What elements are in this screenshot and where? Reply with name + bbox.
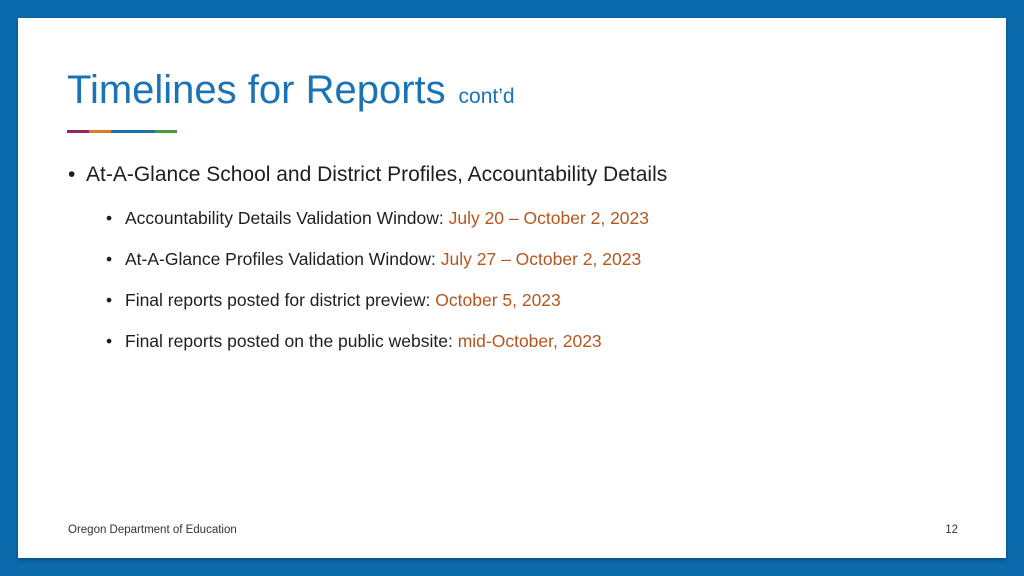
list-item (106, 290, 649, 331)
main-bullet (68, 163, 667, 187)
item-label: At-A-Glance Profiles Validation Window: (125, 249, 441, 269)
item-label: Final reports posted on the public website: (125, 331, 458, 351)
list-item (106, 208, 649, 249)
timeline-list (106, 208, 649, 372)
accent-segment (111, 130, 133, 133)
page-number: 12 (945, 524, 958, 536)
main-bullet-text: At-A-Glance School and District Profiles, Accountability Details (86, 163, 668, 186)
bullet-icon: • (106, 249, 113, 269)
title-accent-bar (67, 130, 177, 133)
item-date: mid-October, 2023 (457, 331, 602, 351)
list-item (106, 249, 649, 290)
title-main: Timelines for Reports (67, 68, 446, 112)
accent-segment (67, 130, 89, 133)
accent-segment (89, 130, 111, 133)
bullet-icon: • (68, 163, 76, 186)
item-date: July 27 – October 2, 2023 (440, 249, 642, 269)
bullet-icon: • (106, 208, 113, 228)
item-label: Final reports posted for district preview: (125, 290, 436, 310)
item-date: October 5, 2023 (435, 290, 561, 310)
title-suffix: cont’d (458, 85, 515, 108)
slide (18, 18, 1006, 558)
slide-title (67, 68, 515, 113)
list-item (106, 331, 649, 372)
item-label: Accountability Details Validation Window: (125, 208, 449, 228)
accent-segment (155, 130, 177, 133)
item-date: July 20 – October 2, 2023 (448, 208, 649, 228)
bullet-icon: • (106, 290, 113, 310)
accent-segment (133, 130, 155, 133)
footer-organization: Oregon Department of Education (68, 524, 237, 536)
bullet-icon: • (106, 331, 113, 351)
